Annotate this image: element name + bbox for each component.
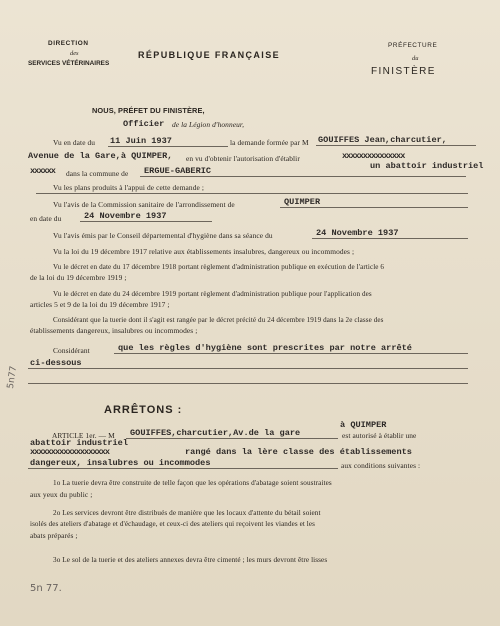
consid2-line-2 [28,368,468,369]
art1-name: GOUIFFES,charcutier,Av.de la gare [130,428,301,438]
clause-consid1-a: Considérant que la tuerie dont il s'agit est rangée par le décret précité du 24 décembre 1919 dans la 2e classe des [53,316,384,324]
pencil-annotation-2: 5n 77. [30,583,62,594]
condition-2-a: 2o Les services devront être distribués de manière que les locaux d'attente du bétail soient [53,509,321,517]
clause-law: Vu la loi du 19 décembre 1917 relative aux établissements insalubres, dangereux ou incommodes ; [53,247,355,256]
pencil-annotation-1: 5n77 [6,365,20,390]
clause-decree2-b: articles 5 et 9 de la loi du 19 décembre 1917 ; [30,300,170,309]
commission-date-line [80,221,212,222]
condition-3-a: 3o Le sol de la tuerie et des ateliers annexes devra être cimenté ; les murs devront être lisses [53,556,328,564]
header-prefecture: PRÉFECTURE [388,42,438,49]
art1-auth: est autorisé à établir une [342,431,417,440]
request-commune-line [140,176,466,177]
consid2-line-1 [114,353,468,354]
request-commune-label: dans la commune de [66,169,129,178]
request-date-line [108,146,228,147]
clause-commission-date: 24 Novembre 1937 [84,211,167,221]
request-commune: ERGUE-GABERIC [144,166,212,176]
art1-class-line [28,468,338,469]
condition-1-a: 1o La tuerie devra être construite de telle façon que les opérations d'abatage soient soustraites [53,479,332,487]
divider-1 [36,193,468,194]
clause-council: Vu l'avis émis par le Conseil départemental d'hygiène dans sa séance du [53,231,273,240]
header-republique: RÉPUBLIQUE FRANÇAISE [138,50,281,60]
art1-object: abattoir industriel [30,438,128,448]
art1-label: ARTICLE 1er. — M [52,431,115,440]
art1-class: rangé dans la lère classe des établissements [185,447,412,457]
header-finistere: FINISTÈRE [371,66,436,77]
header-des: des [70,50,79,57]
art1-end: aux conditions suivantes : [341,461,421,470]
consid2-line-3 [28,383,468,384]
clause-commission-place: QUIMPER [284,197,321,207]
decision-heading: ARRÊTONS : [104,404,183,416]
commission-place-line [280,207,468,208]
header-direction: DIRECTION [48,40,89,47]
clause-commission-b: en date du [30,214,62,223]
condition-1-b: aux yeux du public ; [30,490,93,499]
clause-consid2-label: Considérant [53,346,90,355]
header-services-veterinaires: SERVICES VÉTÉRINAIRES [28,60,110,67]
officer-typed: Officier [123,119,165,129]
request-address: Avenue de la Gare,à QUIMPER, [28,151,173,161]
clause-consid2-typed-b: ci-dessous [30,358,82,368]
request-object: un abattoir industriel [370,161,484,171]
request-obtain: en vu d'obtenir l'autorisation d'établir [186,154,300,163]
request-name: GOUIFFES Jean,charcutier, [318,135,447,145]
clause-council-date: 24 Novembre 1937 [316,228,399,238]
condition-2-b: isolés des ateliers d'abatage et d'échaudage, et ceux-ci des ateliers qui reçoivent les viandes et les [30,520,315,528]
art1-struck: xxxxxxxxxxxxxxxxxxx [30,447,109,457]
request-struck-1: xxxxxxxxxxxxxxx [342,151,405,161]
clause-consid1-b: établissements dangereux, insalubres ou incommodes ; [30,326,198,335]
prefect-title: NOUS, PRÉFET DU FINISTÈRE, [92,106,205,115]
request-mid: la demande formée par M [230,138,309,147]
request-struck-2: xxxxxx [30,166,55,176]
clause-commission: Vu l'avis de la Commission sanitaire de l'arrondissement de [53,200,235,209]
request-name-line [316,145,476,146]
header-du: du [412,55,419,62]
art1-place: à QUIMPER [340,420,387,430]
request-prefix: Vu en date du [53,138,96,147]
officer-printed: de la Légion d'honneur, [172,120,245,129]
condition-2-c: abats préparés ; [30,531,78,540]
clause-plans: Vu les plans produits à l'appui de cette demande ; [53,183,204,192]
request-date: 11 Juin 1937 [110,136,172,146]
council-date-line [312,238,468,239]
art1-name-line [126,438,338,439]
clause-decree1-b: de la loi du 19 décembre 1919 ; [30,273,127,282]
art1-class2: dangereux, insalubres ou incommodes [30,458,211,468]
clause-consid2-typed-a: que les règles d'hygiène sont prescrites par notre arrêté [118,343,412,353]
clause-decree1-a: Vu le décret en date du 17 décembre 1918 portant règlement d'administration publique en exécution de l'article 6 [53,263,385,271]
clause-decree2-a: Vu le décret en date du 24 décembre 1919 portant règlement d'administration publique pour l'application des [53,290,372,298]
